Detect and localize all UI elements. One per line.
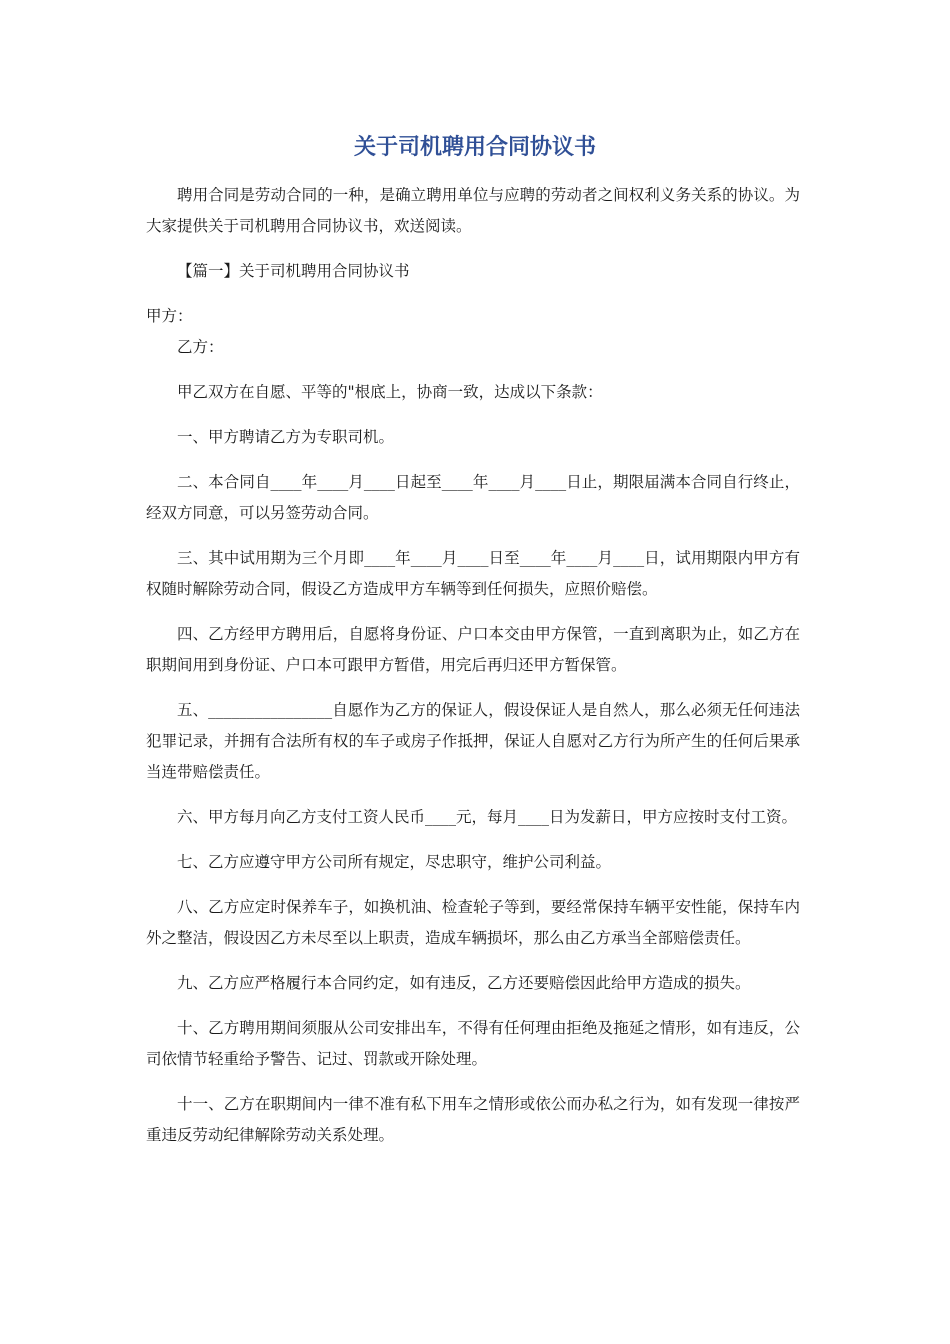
clause-paragraph: 五、________________自愿作为乙方的保证人，假设保证人是自然人，那么必须无任何违法犯罪记录，并拥有合法所有权的车子或房子作抵押，保证人自愿对乙方行为所产生的任何后果承当连带赔偿责任。 <box>146 701 800 781</box>
preamble-paragraph: 甲乙双方在自愿、平等的"根底上，协商一致，达成以下条款： <box>177 383 603 401</box>
clause-paragraph: 四、乙方经甲方聘用后，自愿将身份证、户口本交由甲方保管，一直到离职为止，如乙方在职期间用到身份证、户口本可跟甲方暂借，用完后再归还甲方暂保管。 <box>146 625 800 674</box>
clause-paragraph: 三、其中试用期为三个月即____年____月____日至____年____月____日，试用期限内甲方有权随时解除劳动合同，假设乙方造成甲方车辆等到任何损失，应照价赔偿。 <box>146 549 800 598</box>
clause-paragraph: 六、甲方每月向乙方支付工资人民币____元，每月____日为发薪日，甲方应按时支付工资。 <box>177 808 798 826</box>
party-b-label: 乙方： <box>177 338 224 356</box>
clause-paragraph: 二、本合同自____年____月____日起至____年____月____日止，期限届满本合同自行终止，经双方同意，可以另签劳动合同。 <box>146 473 800 522</box>
clause-paragraph: 七、乙方应遵守甲方公司所有规定，尽忠职守，维护公司利益。 <box>177 853 612 871</box>
clause-paragraph: 一、甲方聘请乙方为专职司机。 <box>177 428 395 446</box>
party-a-label: 甲方： <box>146 307 193 325</box>
clause-paragraph: 八、乙方应定时保养车子，如换机油、检查轮子等到，要经常保持车辆平安性能，保持车内外之整洁，假设因乙方未尽至以上职责，造成车辆损坏，那么由乙方承当全部赔偿责任。 <box>146 898 800 947</box>
clause-paragraph: 十一、乙方在职期间内一律不准有私下用车之情形或依公而办私之行为，如有发现一律按严重违反劳动纪律解除劳动关系处理。 <box>146 1095 800 1144</box>
clause-paragraph: 十、乙方聘用期间须服从公司安排出车，不得有任何理由拒绝及拖延之情形，如有违反，公司依情节轻重给予警告、记过、罚款或开除处理。 <box>146 1019 800 1068</box>
section-heading: 【篇一】关于司机聘用合同协议书 <box>177 262 410 280</box>
document-body <box>146 180 800 1165</box>
document-title: 关于司机聘用合同协议书 <box>353 135 596 160</box>
intro-paragraph: 聘用合同是劳动合同的一种，是确立聘用单位与应聘的劳动者之间权利义务关系的协议。为大家提供关于司机聘用合同协议书，欢送阅读。 <box>146 186 800 235</box>
clause-paragraph: 九、乙方应严格履行本合同约定，如有违反，乙方还要赔偿因此给甲方造成的损失。 <box>177 974 751 992</box>
